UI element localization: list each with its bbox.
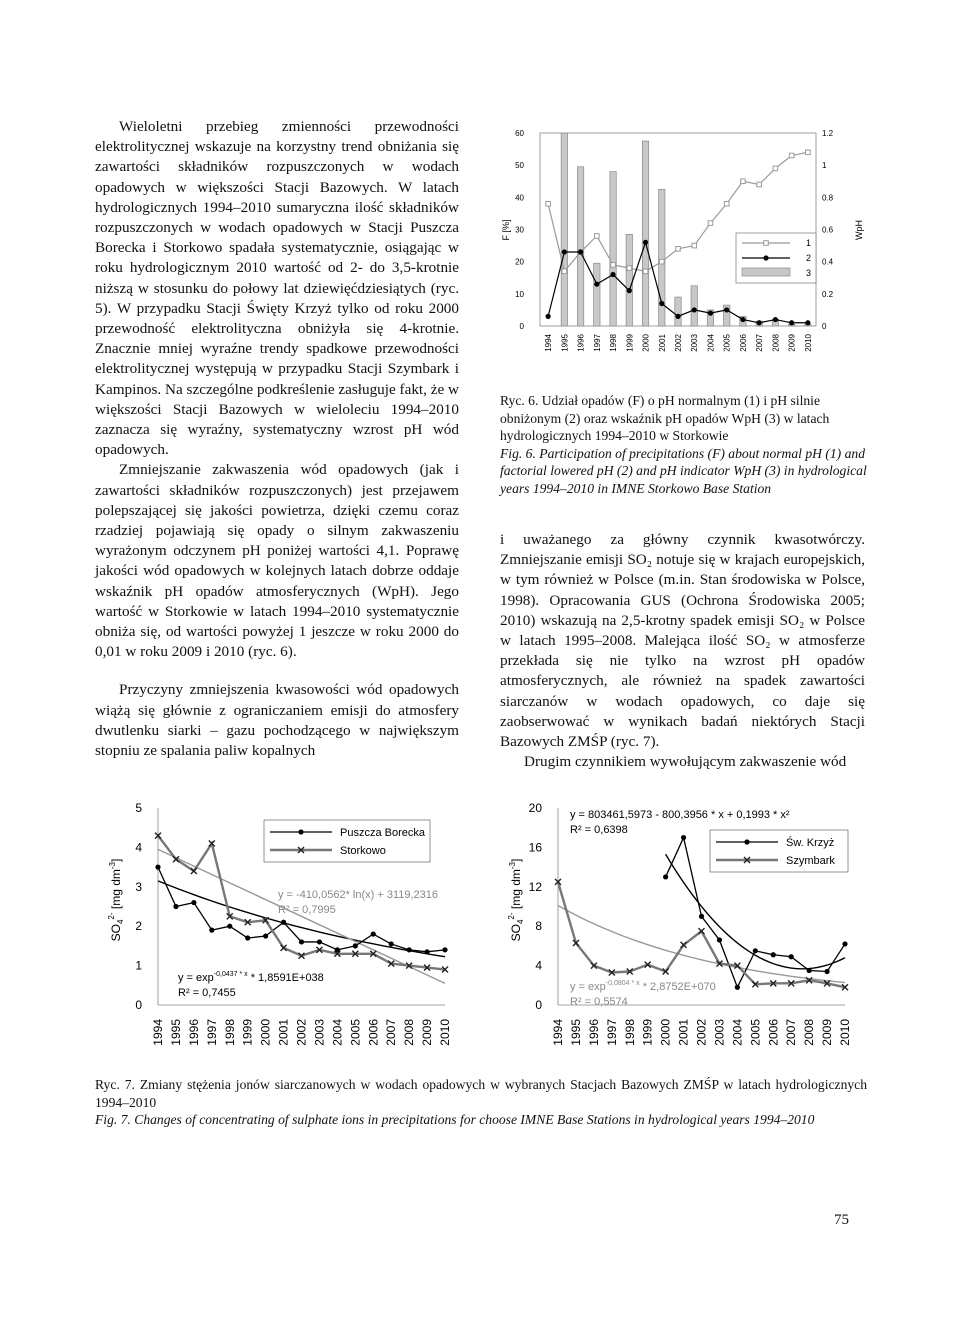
fig6-series-1-point bbox=[676, 247, 681, 252]
fig6-series-2-point bbox=[546, 314, 551, 319]
fig7a-series-1-point bbox=[407, 947, 412, 952]
fig6-series-2-point bbox=[757, 320, 762, 325]
fig7b-ytick-label: 0 bbox=[535, 998, 542, 1012]
fig7b-series-1-point bbox=[789, 954, 794, 959]
fig7a-series-1-point bbox=[155, 865, 160, 870]
left-paragraph-2: Zmniejszanie zakwaszenia wód opadowych (jak i zawartości składników rozpuszczonych) jest przejawem polepszającej się jakości powietrza, dzięki czemu coraz rzadziej pojawiają się opady o silnym zakwaszeniu wyrażonym odczynem pH poniżej wartości 4,1. Poprawę jakości wód opadowych w kolejnych latach dobrze oddaje wskaźnik pH opadów atmosferycznych (WpH). Jego wartość w Storkowie w latach 1994–2010 systematycznie obniża się, od wartości powyżej 1 jeszcze w roku 2000 do 0,01 w roku 2009 i 2010 (ryc. 6). bbox=[95, 461, 459, 661]
fig6-series-1-point bbox=[789, 153, 794, 158]
fig6-series-2-point bbox=[659, 301, 664, 306]
fig7b-ytick-label: 16 bbox=[528, 840, 542, 855]
fig7a-series-1-point bbox=[227, 924, 232, 929]
fig6-xtick-label: 2001 bbox=[657, 334, 667, 352]
fig6-legend-label-2: 2 bbox=[806, 253, 812, 263]
fig7a-ylabel: $SO_4^{2-}$ [mg $dm^{-3}$] bbox=[107, 858, 125, 942]
fig7a-xtick-label: 2008 bbox=[402, 1019, 417, 1046]
fig6-series-1-point bbox=[659, 259, 664, 264]
fig7b-r2-2: R² = 0,5574 bbox=[570, 996, 628, 1008]
fig7a-xtick-label: 1997 bbox=[204, 1019, 219, 1046]
fig6-series-2-point bbox=[708, 311, 713, 316]
fig7a-ytick-label: 3 bbox=[135, 879, 142, 894]
fig6-bar bbox=[691, 286, 697, 326]
fig6-xtick-label: 1996 bbox=[576, 334, 586, 352]
fig6-ytick-label: 30 bbox=[515, 225, 524, 235]
fig7b-xtick-label: 1998 bbox=[622, 1019, 637, 1046]
fig7a-series-1-point bbox=[245, 935, 250, 940]
fig6-bar bbox=[675, 297, 681, 326]
fig6-xtick-label: 2010 bbox=[803, 334, 813, 352]
fig6-xtick-label: 1997 bbox=[592, 334, 602, 352]
fig6-bar bbox=[610, 172, 616, 326]
fig6-series-2-point bbox=[610, 272, 615, 277]
fig7-caption-pl: Ryc. 7. Zmiany stężenia jonów siarczanowych w wodach opadowych w wybranych Stacjach Bazowych ZMŚP w latach hydrologicznych 1994–2010 bbox=[95, 1077, 867, 1110]
fig7b-series-1-point bbox=[842, 941, 847, 946]
fig7a-legend-label-1: Puszcza Borecka bbox=[340, 827, 425, 839]
fig7b-xtick-label: 1999 bbox=[640, 1019, 655, 1046]
fig6-bar bbox=[642, 141, 648, 326]
fig6-ytick-label: 20 bbox=[515, 257, 524, 267]
fig7b-xtick-label: 2008 bbox=[802, 1019, 817, 1046]
fig6-series-1-point bbox=[595, 234, 600, 239]
fig6-bar bbox=[626, 234, 632, 326]
fig7a-series-1-point bbox=[281, 920, 286, 925]
right-column bbox=[500, 530, 865, 772]
fig6-ytick-label: 10 bbox=[515, 289, 524, 299]
right-paragraph-2: Drugim czynnikiem wywołującym zakwaszenie wód bbox=[524, 753, 847, 771]
fig7b-xtick-label: 2000 bbox=[658, 1019, 673, 1046]
fig7b-ytick-label: 12 bbox=[528, 879, 542, 894]
fig6-series-2-point bbox=[789, 320, 794, 325]
page-number: 75 bbox=[834, 1212, 849, 1228]
fig6-series-1-point bbox=[773, 166, 778, 171]
fig7b-series-1-point bbox=[735, 985, 740, 990]
fig7a-series-1-point bbox=[173, 904, 178, 909]
fig7a-series-1-point bbox=[317, 939, 322, 944]
fig7b-legend-marker-1 bbox=[744, 839, 749, 844]
fig7a-legend-label-2: Storkowo bbox=[340, 845, 386, 857]
fig6-series-1-point bbox=[741, 179, 746, 184]
fig7a-series-1-point bbox=[299, 939, 304, 944]
fig6-series-2-point bbox=[562, 249, 567, 254]
fig7a-ytick-label: 4 bbox=[135, 840, 142, 855]
fig6-legend-marker-2 bbox=[763, 255, 768, 260]
fig7b-equation-1: y = 803461,5973 - 800,3956 * x + 0,1993 * x² bbox=[570, 809, 790, 821]
fig7a-series-1-point bbox=[371, 931, 376, 936]
fig6-xtick-label: 2003 bbox=[690, 334, 700, 352]
fig7b-xtick-label: 2005 bbox=[748, 1019, 763, 1046]
fig6-caption bbox=[500, 392, 870, 498]
fig7a-xtick-label: 2002 bbox=[294, 1019, 309, 1046]
fig7a-xtick-label: 1995 bbox=[168, 1019, 183, 1046]
fig6-series-2-point bbox=[740, 317, 745, 322]
fig6-series-1-point bbox=[643, 269, 648, 274]
fig6-series-1-point bbox=[562, 269, 567, 274]
fig7b-series-1-point bbox=[717, 937, 722, 942]
fig7a-series-1-point bbox=[263, 933, 268, 938]
fig6-series-1-point bbox=[627, 266, 632, 271]
left-paragraph-3: Przyczyny zmniejszenia kwasowości wód opadowych wiążą się głównie z ograniczaniem emisji do atmosfery dwutlenku siarki – gazu pochodzącego w największym stopniu ze spalania paliw kopalnych bbox=[95, 681, 459, 760]
fig7b-xtick-label: 2003 bbox=[712, 1019, 727, 1046]
fig7a-series-1-point bbox=[442, 947, 447, 952]
fig6-xtick-label: 1999 bbox=[625, 334, 635, 352]
fig7a-xtick-label: 2003 bbox=[312, 1019, 327, 1046]
fig6-series-1-point bbox=[724, 201, 729, 206]
fig6-xtick-label: 2007 bbox=[755, 334, 765, 352]
fig6-y2tick-label: 0.2 bbox=[822, 289, 834, 299]
fig7a-equation-2: $y = \exp^{-0,0437 * x} * 1,8591E+038$ bbox=[178, 971, 324, 984]
fig6-xtick-label: 2004 bbox=[706, 334, 716, 352]
fig7b-series-1-point bbox=[753, 948, 758, 953]
fig6-xtick-label: 2005 bbox=[722, 334, 732, 352]
fig6-caption-pl: Ryc. 6. Udział opadów (F) o pH normalnym (1) i pH silnie obniżonym (2) oraz wskaźnik pH opadów WpH (3) w latach hydrologicznych 1994–2010 w Storkowie bbox=[500, 393, 830, 444]
fig6-xtick-label: 1995 bbox=[560, 334, 570, 352]
fig6-series-1-point bbox=[692, 243, 697, 248]
fig6-y2label: WpH bbox=[854, 220, 864, 240]
fig7a-ytick-label: 1 bbox=[135, 958, 142, 973]
fig6-xtick-label: 2009 bbox=[787, 334, 797, 352]
fig7a-r2-2: R² = 0,7455 bbox=[178, 987, 236, 999]
fig6-series-2-point bbox=[724, 307, 729, 312]
fig7b-series-1-point bbox=[771, 952, 776, 957]
fig7b-xtick-label: 2004 bbox=[730, 1019, 745, 1046]
fig7a-ytick-label: 2 bbox=[135, 919, 142, 934]
fig6-series-1-point bbox=[546, 201, 551, 206]
fig7b-xtick-label: 2007 bbox=[784, 1019, 799, 1046]
fig6-y2tick-label: 0.6 bbox=[822, 225, 834, 235]
right-paragraph-1: i uważanego za główny czynnik kwasotwórczy. Zmniejszanie emisji SO₂ notuje się w krajach europejskich, w tym również w Polsce (m.in. Stan środowiska w Polsce, 1998). Opracowania GUS (Ochrona Środowiska 2005; 2010) wskazują na 2,5-krotny spadek emisji SO₂ w Polsce w latach 1995–2008. Malejąca ilość SO₂ w atmosferze przekłada się nie tylko na wzrost pH opadów atmosferycznych, ale również na spadek zawartości siarczanów w wodach opadowych, co daje się zaobserwować w wynikach badań niektórych Stacji Bazowych ZMŚP (ryc. 7). bbox=[500, 531, 865, 751]
fig6-series-1-point bbox=[611, 263, 616, 268]
fig6-xtick-label: 2000 bbox=[641, 334, 651, 352]
fig7-caption-en: Fig. 7. Changes of concentrating of sulphate ions in precipitations for choose IMNE Base Stations in hydrological years 1994–2010 bbox=[95, 1112, 815, 1128]
fig6-ytick-label: 40 bbox=[515, 193, 524, 203]
fig6-xtick-label: 2006 bbox=[738, 334, 748, 352]
fig6-series-2-point bbox=[692, 307, 697, 312]
fig7b-series-1-point bbox=[824, 969, 829, 974]
fig7a-xtick-label: 2005 bbox=[348, 1019, 363, 1046]
fig7a-equation-1: y = -410,0562* ln(x) + 3119,2316 bbox=[278, 889, 439, 901]
fig6-ytick-label: 0 bbox=[519, 322, 524, 331]
fig7a-trend-2 bbox=[158, 849, 445, 983]
fig7b-series-2-line bbox=[558, 882, 845, 987]
fig6-legend-label-3: 3 bbox=[806, 268, 812, 278]
fig7a-xtick-label: 2001 bbox=[276, 1019, 291, 1046]
fig7a-series-1-point bbox=[353, 943, 358, 948]
fig6-series-1-point bbox=[757, 182, 762, 187]
fig7b-xtick-label: 2010 bbox=[838, 1019, 852, 1046]
fig7b-xtick-label: 2006 bbox=[766, 1019, 781, 1046]
fig7b-series-1-point bbox=[681, 835, 686, 840]
fig7b-xtick-label: 2009 bbox=[820, 1019, 835, 1046]
fig6-ylabel: F [%] bbox=[501, 219, 511, 241]
fig7b-ylabel: $SO_4^{2-}$ [mg $dm^{-3}$] bbox=[507, 858, 525, 942]
fig7b-xtick-label: 2002 bbox=[694, 1019, 709, 1046]
fig6-series-2-point bbox=[805, 320, 810, 325]
fig6-series-2-point bbox=[594, 282, 599, 287]
fig7-caption bbox=[95, 1076, 867, 1129]
fig6-bar bbox=[577, 167, 583, 326]
fig7a-chart bbox=[100, 790, 470, 1070]
fig6-series-2-point bbox=[627, 288, 632, 293]
fig7b-ytick-label: 4 bbox=[535, 958, 542, 973]
fig7b-ytick-label: 20 bbox=[528, 801, 542, 815]
fig7a-xtick-label: 2009 bbox=[420, 1019, 435, 1046]
fig6-legend-marker-1 bbox=[764, 241, 769, 246]
fig6-series-2-point bbox=[643, 240, 648, 245]
fig6-y2tick-label: 0.4 bbox=[822, 257, 834, 267]
fig7b-xtick-label: 1997 bbox=[604, 1019, 619, 1046]
fig6-legend-label-1: 1 bbox=[806, 238, 812, 248]
fig7b-legend-label-2: Szymbark bbox=[786, 855, 835, 867]
fig6-xtick-label: 1994 bbox=[544, 334, 554, 352]
fig6-xtick-label: 2002 bbox=[674, 334, 683, 352]
fig6-xtick-label: 2008 bbox=[771, 334, 781, 352]
fig6-ytick-label: 50 bbox=[515, 161, 524, 171]
fig7b-r2-1: R² = 0,6398 bbox=[570, 824, 628, 836]
fig6-y2tick-label: 1.2 bbox=[822, 129, 834, 138]
fig7a-xtick-label: 1999 bbox=[240, 1019, 255, 1046]
fig7b-xtick-label: 1995 bbox=[568, 1019, 583, 1046]
fig7b-xtick-label: 1994 bbox=[551, 1019, 565, 1046]
fig7a-xtick-label: 1994 bbox=[151, 1019, 165, 1046]
fig7b-legend-label-1: Św. Krzyż bbox=[786, 837, 835, 849]
fig7b-chart bbox=[500, 790, 870, 1070]
fig6-ytick-label: 60 bbox=[515, 129, 524, 138]
fig6-caption-en: Fig. 6. Participation of precipitations (F) about normal pH (1) and factorial lowered pH (2) and pH indicator WpH (3) in hydrological years 1994–2010 in IMNE Storkowo Base Station bbox=[500, 445, 867, 496]
fig6-series-2-point bbox=[773, 317, 778, 322]
fig7b-series-1-point bbox=[663, 874, 668, 879]
fig6-bar bbox=[594, 263, 600, 326]
fig7b-equation-2: $y = \exp^{-0,0804 * x} * 2,8752E+070$ bbox=[570, 980, 716, 993]
fig7b-series-1-point bbox=[699, 914, 704, 919]
fig7a-legend-marker-1 bbox=[298, 829, 303, 834]
fig7a-series-1-point bbox=[191, 900, 196, 905]
fig7a-xtick-label: 2010 bbox=[438, 1019, 452, 1046]
fig6-series-2-point bbox=[675, 314, 680, 319]
fig7a-xtick-label: 1998 bbox=[222, 1019, 237, 1046]
fig6-legend-swatch-3 bbox=[742, 268, 790, 276]
fig6-bar bbox=[561, 133, 567, 326]
fig7a-xtick-label: 2000 bbox=[258, 1019, 273, 1046]
fig7a-ytick-label: 0 bbox=[135, 998, 142, 1012]
left-paragraph-1: Wieloletni przebieg zmienności przewodności elektrolitycznej wskazuje na korzystny trend obniżania się zawartości składników rozpuszczonych w wodach opadowych w większości Stacji Bazowych. W latach hydrologicznych 1994–2010 sumaryczna ilość składników rozpuszczonych w wodach opadowych w Stacji Puszcza Borecka i Storkowo spadała systematycznie, osiągając w roku hydrologicznym 2010 wartość od 2- do 3,5-krotnie niższą w stosunku do połowy lat dziewięćdziesiątych (ryc. 5). W przypadku Stacji Święty Krzyż tylko od roku 2000 przewodność elektrolityczna obniżyła się 4-krotnie. Znacznie mniej wyraźne trendy spadkowe przewodności elektrolitycznej występują w przypadku Stacji Szymbark i Kampinos. Na szczególne podkreślenie zasługuje fakt, że w większości Stacji Bazowych w wieloleciu 1994–2010 zaznacza się wyraźny, systematyczny wzrost pH wód opadowych. bbox=[95, 118, 459, 459]
fig6-xtick-label: 1998 bbox=[609, 334, 619, 352]
fig7a-xtick-label: 2004 bbox=[330, 1019, 345, 1046]
fig6-series-1-point bbox=[806, 150, 811, 155]
fig7b-xtick-label: 1996 bbox=[586, 1019, 601, 1046]
fig7b-ytick-label: 8 bbox=[535, 919, 542, 934]
fig6-series-2-point bbox=[578, 249, 583, 254]
fig6-y2tick-label: 0 bbox=[822, 322, 827, 331]
fig7a-xtick-label: 2007 bbox=[384, 1019, 399, 1046]
fig6-y2tick-label: 1 bbox=[822, 161, 827, 171]
fig7b-xtick-label: 2001 bbox=[676, 1019, 691, 1046]
left-column bbox=[95, 117, 459, 761]
fig7a-series-1-point bbox=[389, 941, 394, 946]
fig7a-ytick-label: 5 bbox=[135, 801, 142, 815]
fig6-y2tick-label: 0.8 bbox=[822, 193, 834, 203]
fig6-series-1-point bbox=[708, 221, 713, 226]
fig7a-series-1-point bbox=[424, 949, 429, 954]
fig7a-series-1-point bbox=[209, 928, 214, 933]
fig7a-r2-1: R² = 0,7995 bbox=[278, 904, 336, 916]
fig6-chart bbox=[500, 115, 880, 365]
fig7a-xtick-label: 1996 bbox=[186, 1019, 201, 1046]
fig7b-series-1-point bbox=[807, 968, 812, 973]
fig7a-xtick-label: 2006 bbox=[366, 1019, 381, 1046]
